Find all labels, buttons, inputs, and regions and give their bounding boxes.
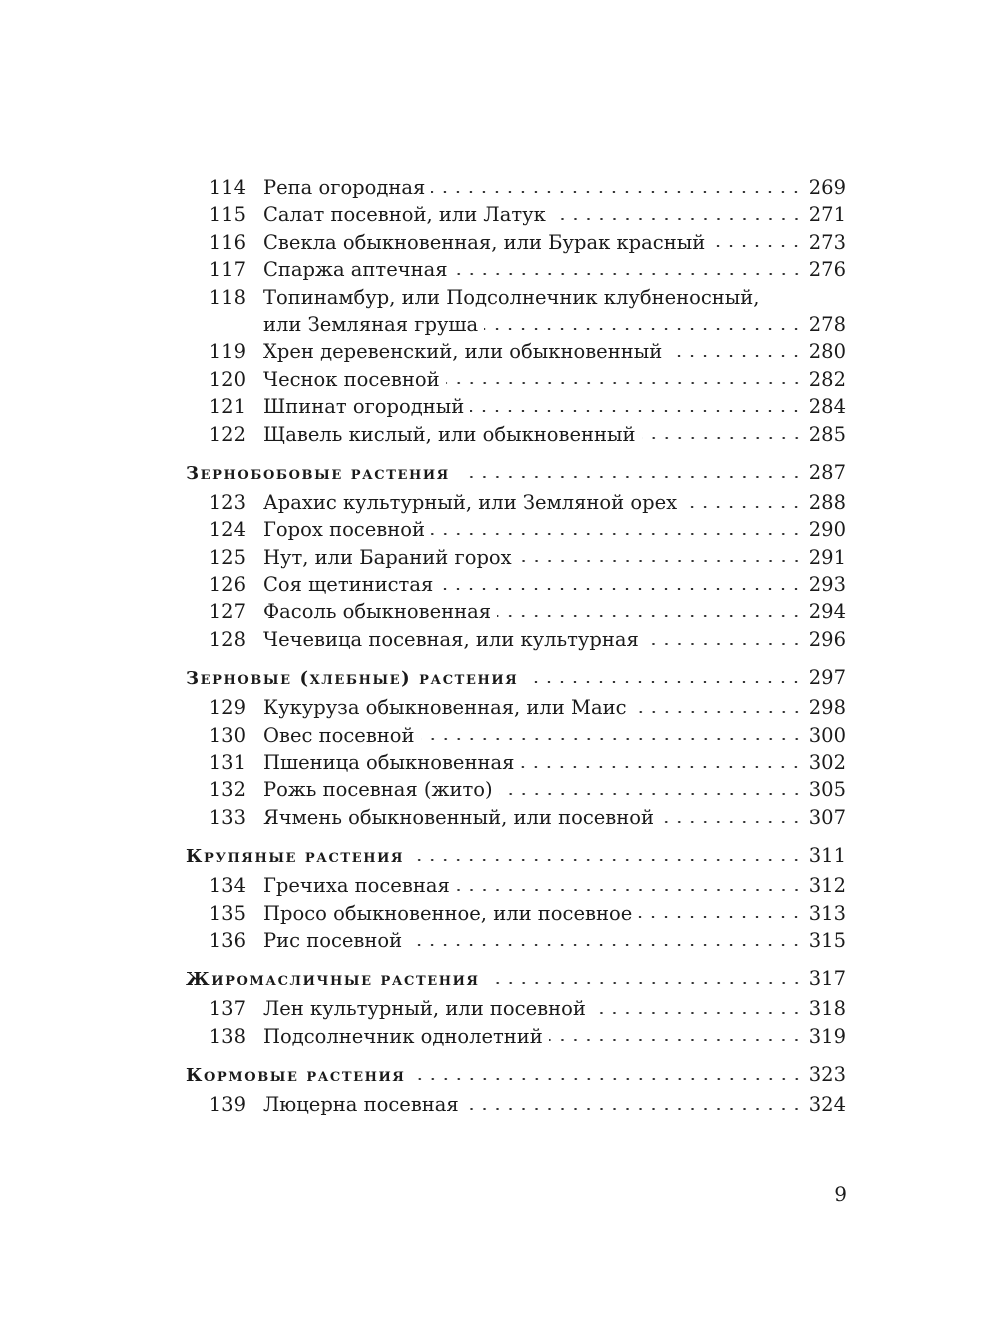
entry-page: 300 [808,723,846,747]
entry-title: Кукуруза обыкновенная, или Маис [263,696,627,720]
entry-page: 319 [808,1024,846,1048]
entry-page: 285 [808,422,846,446]
entry-page: 307 [808,805,846,829]
page-number: 9 [834,1182,847,1206]
toc-section-heading[interactable] [186,458,846,488]
section-title: Жиромасличные растения [186,969,480,991]
dot-leader [552,218,803,220]
entry-number: 128 [208,627,246,651]
entry-title: Фасоль обыкновенная [263,600,492,624]
entry-number: 126 [208,573,246,597]
entry-number: 116 [208,230,246,254]
entry-page: 290 [808,518,846,542]
toc-entry[interactable] [186,626,846,653]
entry-number: 120 [208,367,246,391]
entry-title: Топинамбур, или Подсолнечник клубненосный, [263,285,760,309]
entry-page: 315 [808,928,846,952]
entry-title: Овес посевной [263,723,415,747]
entry-page: 302 [808,751,846,775]
entry-page: 271 [808,203,846,227]
entry-number: 114 [208,176,246,199]
entry-page: 288 [808,490,846,514]
dot-leader [439,588,803,590]
entry-page: 269 [808,176,846,199]
toc-entry[interactable] [186,544,846,571]
entry-page: 305 [808,778,846,802]
entry-title: Нут, или Бараний горох [263,545,512,569]
entry-number: 129 [208,696,246,720]
toc-entry[interactable] [186,421,846,448]
dot-leader [528,681,802,683]
entry-page: 291 [808,545,846,569]
entry-page: 276 [808,258,846,282]
dot-leader [431,533,803,535]
entry-number: 118 [208,285,246,309]
entry-title: Гречиха посевная [263,874,450,898]
entry-page: 280 [808,340,846,364]
toc-entry[interactable] [186,256,846,283]
entry-number: 124 [208,518,246,542]
dot-leader [499,793,803,795]
dot-leader [592,1012,803,1014]
dot-leader [460,476,803,478]
dot-leader [683,506,803,508]
entry-page: 324 [808,1093,846,1117]
toc-entry[interactable] [186,338,846,365]
entry-title: Свекла обыкновенная, или Бурак красный [263,230,706,254]
toc-entry[interactable] [186,366,846,393]
entry-title: Подсолнечник однолетний [263,1024,543,1048]
dot-leader [431,191,802,193]
dot-leader [638,916,803,918]
toc-entry[interactable] [186,229,846,256]
entry-title: Чеснок посевной [263,367,440,391]
entry-page: 273 [808,230,846,254]
entry-page: 313 [808,901,846,925]
toc-entry[interactable] [186,1023,846,1050]
dot-leader [520,766,802,768]
dot-leader [668,355,803,357]
dot-leader [645,643,803,645]
toc-section-heading[interactable] [186,663,846,693]
entry-title: Репа огородная [263,176,426,199]
entry-page: 282 [808,367,846,391]
entry-title: Просо обыкновенное, или посевное [263,901,633,925]
entry-title: Рожь посевная (жито) [263,778,493,802]
section-title: Кормовые растения [186,1065,406,1087]
entry-title: Пшеница обыкновенная [263,751,515,775]
entry-page: 296 [808,627,846,651]
entry-page: 298 [808,696,846,720]
toc-entry[interactable] [186,872,846,899]
entry-number: 127 [208,600,246,624]
entry-page: 284 [808,395,846,419]
entry-number: 131 [208,751,246,775]
entry-title: Шпинат огородный [263,395,465,419]
toc-entry[interactable] [186,1091,846,1118]
entry-number: 125 [208,545,246,569]
entry-title: Салат посевной, или Латук [263,203,546,227]
dot-leader [414,859,803,861]
toc-entry[interactable] [186,516,846,543]
entry-title: Хрен деревенский, или обыкновенный [263,340,663,364]
dot-leader [497,615,803,617]
entry-page: 312 [808,874,846,898]
entry-page: 293 [808,573,846,597]
entry-number: 130 [208,723,246,747]
entry-number: 139 [208,1093,246,1117]
dot-leader [408,944,803,946]
section-page: 311 [808,844,846,868]
toc-section-heading[interactable] [186,841,846,871]
dot-leader [470,410,802,412]
toc-entry[interactable] [186,722,846,749]
entry-number: 123 [208,490,246,514]
entry-number: 137 [208,997,246,1021]
dot-leader [484,328,803,330]
entry-number: 138 [208,1024,246,1048]
dot-leader [642,437,803,439]
toc-entry[interactable] [186,995,846,1022]
entry-title: Лен культурный, или посевной [263,997,586,1021]
toc-entry[interactable] [186,776,846,803]
entry-page: 318 [808,997,846,1021]
toc-entry[interactable] [186,571,846,598]
section-title: Зернобобовые растения [186,462,450,484]
entry-number: 115 [208,203,246,227]
toc-entry-multiline[interactable] [186,284,846,339]
toc-entry[interactable] [186,694,846,721]
dot-leader [421,738,803,740]
entry-title: Рис посевной [263,928,403,952]
entry-title: Спаржа аптечная [263,258,448,282]
toc-entry[interactable] [186,598,846,625]
toc-entry[interactable] [186,393,846,420]
dot-leader [454,273,803,275]
entry-page: 278 [808,312,846,336]
dot-leader [549,1039,803,1041]
section-page: 297 [808,666,846,690]
toc-section-heading[interactable] [186,964,846,994]
dot-leader [633,711,803,713]
dot-leader [446,382,803,384]
entry-number: 122 [208,422,246,446]
entry-title: Арахис культурный, или Земляной орех [263,490,678,514]
dot-leader [518,560,803,562]
toc-section-heading[interactable] [186,1060,846,1090]
toc-entry[interactable] [186,900,846,927]
section-page: 317 [808,967,846,991]
section-page: 287 [808,460,846,484]
entry-title-continuation: или Земляная груша [263,312,479,336]
toc-entry[interactable] [186,489,846,516]
dot-leader [490,982,803,984]
dot-leader [711,245,803,247]
entry-title: Соя щетинистая [263,573,434,597]
entry-page: 294 [808,600,846,624]
dot-leader [416,1078,803,1080]
entry-title: Чечевица посевная, или культурная [263,627,639,651]
entry-title: Щавель кислый, или обыкновенный [263,422,636,446]
entry-number: 121 [208,395,246,419]
entry-number: 119 [208,340,246,364]
toc-entry[interactable] [186,927,846,954]
toc-entry[interactable] [186,174,846,201]
entry-number: 133 [208,805,246,829]
toc-entry[interactable] [186,804,846,831]
entry-number: 136 [208,928,246,952]
section-title: Зерновые (хлебные) растения [186,668,519,690]
entry-title: Люцерна посевная [263,1093,459,1117]
entry-title: Горох посевной [263,518,425,542]
entry-number: 135 [208,901,246,925]
toc-entry[interactable] [186,749,846,776]
toc-entry[interactable] [186,201,846,228]
entry-number: 134 [208,874,246,898]
dot-leader [465,1108,803,1110]
table-of-contents [186,174,846,1119]
entry-number: 117 [208,258,246,282]
dot-leader [660,821,803,823]
entry-number: 132 [208,778,246,802]
entry-title: Ячмень обыкновенный, или посевной [263,805,654,829]
dot-leader [456,889,803,891]
section-title: Крупяные растения [186,846,405,868]
section-page: 323 [808,1063,846,1087]
